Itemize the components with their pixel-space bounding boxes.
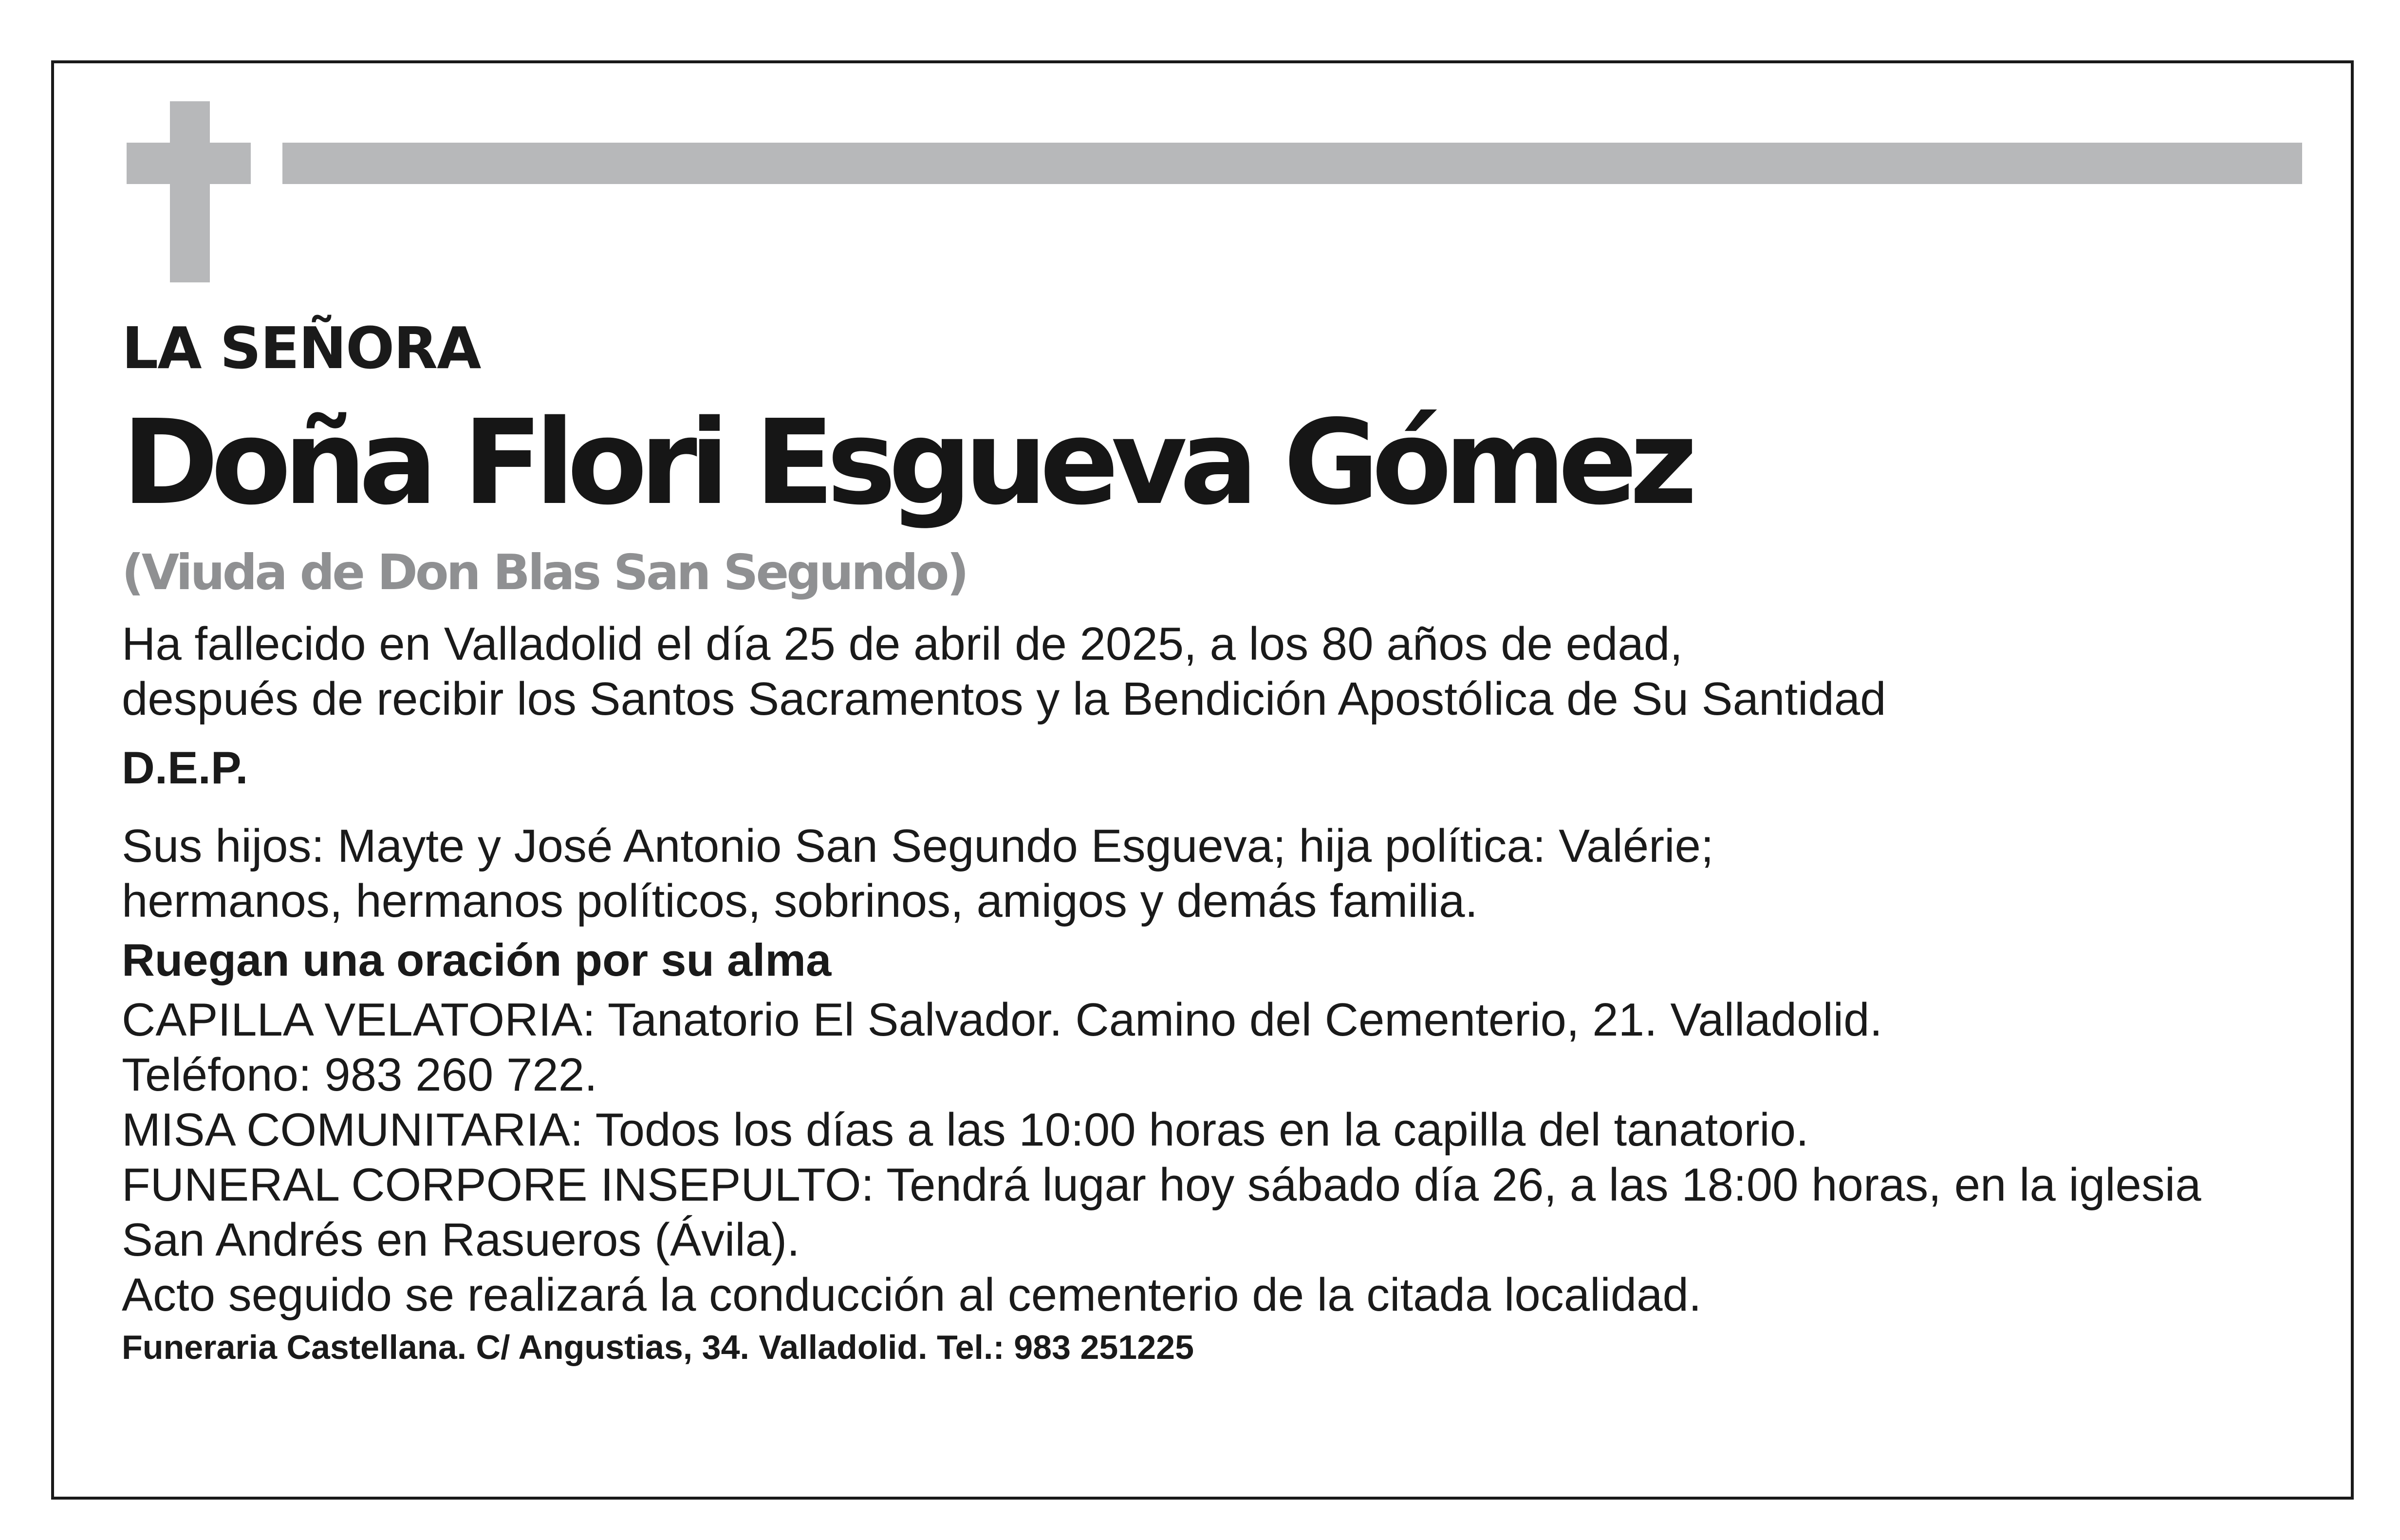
prayer-request: Ruegan una oración por su alma [122, 934, 832, 985]
service-line-1: CAPILLA VELATORIA: Tanatorio El Salvador. Camino del Cementerio, 21. Valladolid. [122, 994, 1883, 1046]
honorific: LA SEÑORA [122, 315, 481, 382]
service-line-2: Teléfono: 983 260 722. [122, 1049, 597, 1101]
notice-content [122, 312, 2323, 1371]
funeral-home-info: Funeraria Castellana. C/ Angustias, 34. Valladolid. Tel.: 983 251225 [122, 1328, 1194, 1366]
service-line-3: MISA COMUNITARIA: Todos los días a las 10:00 horas en la capilla del tanatorio. [122, 1104, 1809, 1156]
header-divider-bar [282, 143, 2302, 184]
service-line-6: Acto seguido se realizará la conducción al cementerio de la citada localidad. [122, 1269, 1702, 1321]
widow-note: (Viuda de Don Blas San Segundo) [122, 544, 967, 601]
deceased-name: Doña Flori Esgueva Gómez [122, 394, 1690, 531]
death-line-1: Ha fallecido en Valladolid el día 25 de abril de 2025, a los 80 años de edad, [122, 618, 1683, 670]
service-line-4: FUNERAL CORPORE INSEPULTO: Tendrá lugar hoy sábado día 26, a las 18:00 horas, en la iglesia [122, 1159, 2201, 1211]
cross-horizontal-beam [127, 143, 251, 184]
cross-vertical-beam [170, 101, 210, 282]
dep-label: D.E.P. [122, 742, 248, 793]
death-line-2: después de recibir los Santos Sacramentos y la Bendición Apostólica de Su Santidad [122, 673, 1886, 725]
family-line-2: hermanos, hermanos políticos, sobrinos, amigos y demás familia. [122, 875, 1478, 927]
service-line-5: San Andrés en Rasueros (Ávila). [122, 1214, 800, 1266]
family-line-1: Sus hijos: Mayte y José Antonio San Segundo Esgueva; hija política: Valérie; [122, 820, 1714, 872]
